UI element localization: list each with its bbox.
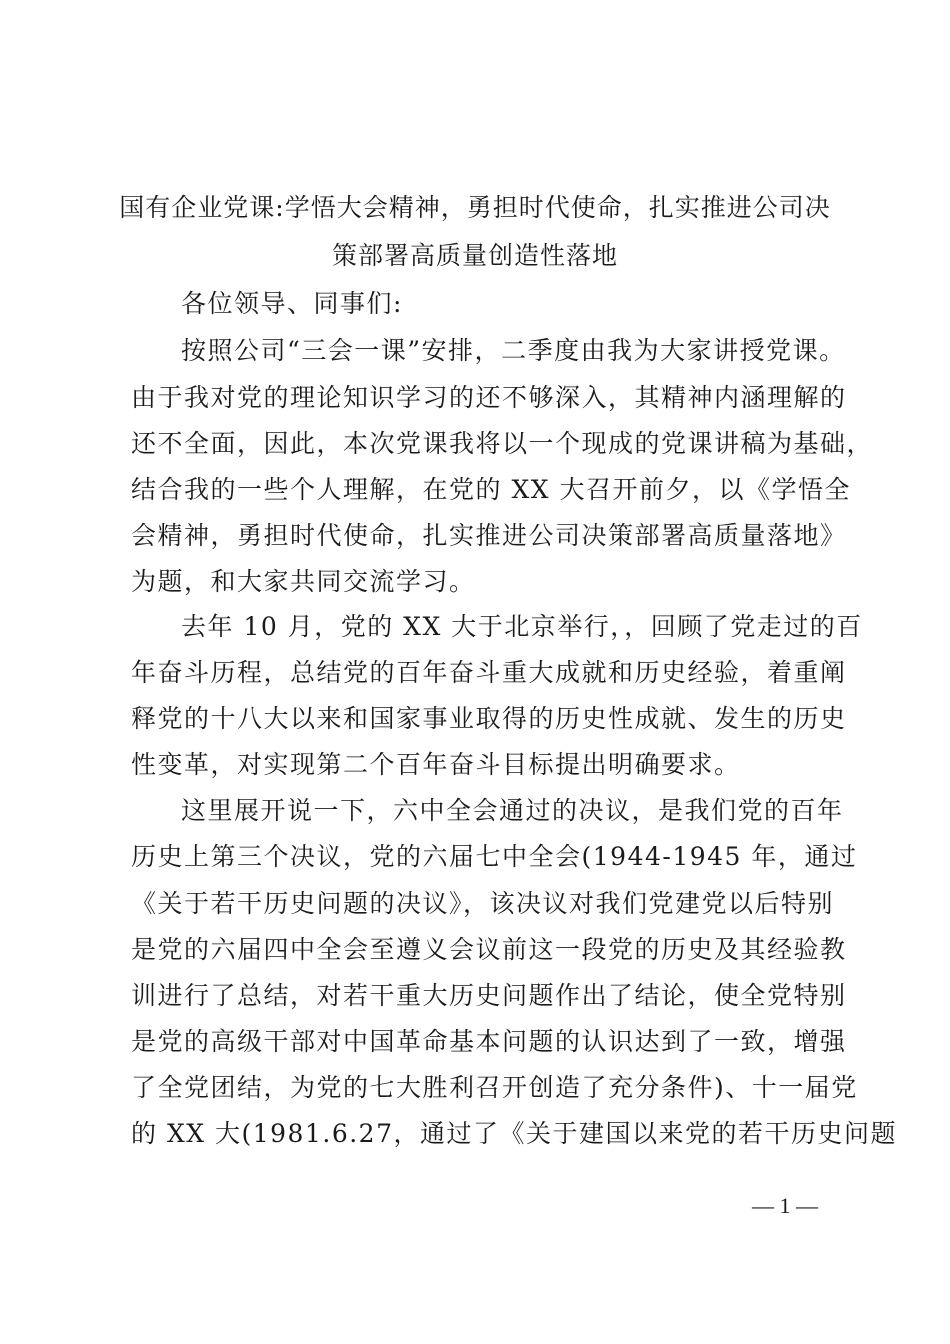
paragraph-3-line-3: 《关于若干历史问题的决议》，该决议对我们党建党以后特别	[131, 889, 835, 918]
paragraph-3-line-4: 是党的六届四中全会至遵义会议前这一段党的历史及其经验教	[131, 935, 847, 964]
paragraph-2-line-1: 去年 10 月，党的 XX 大于北京举行，，回顾了党走过的百	[181, 612, 863, 641]
paragraph-3-line-2: 历史上第三个决议，党的六届七中全会(1944-1945 年，通过	[131, 842, 858, 871]
paragraph-1-line-2: 由于我对党的理论知识学习的还不够深入，其精神内涵理解的	[131, 383, 847, 412]
paragraph-1-line-6: 为题，和大家共同交流学习。	[131, 567, 476, 596]
paragraph-3-line-1: 这里展开说一下，六中全会通过的决议，是我们党的百年	[181, 796, 844, 825]
paragraph-3-line-6: 是党的高级干部对中国革命基本问题的认识达到了一致，增强	[131, 1027, 847, 1056]
paragraph-3-line-8: 的 XX 大(1981.6.27，通过了《关于建国以来党的若干历史问题	[131, 1119, 897, 1148]
paragraph-1-line-3: 还不全面，因此，本次党课我将以一个现成的党课讲稿为基础，	[131, 429, 874, 458]
paragraph-3-line-7: 了全党团结，为党的七大胜利召开创造了充分条件)、十一届党	[131, 1073, 858, 1102]
paragraph-2-line-3: 释党的十八大以来和国家事业取得的历史性成就、发生的历史	[131, 704, 847, 733]
paragraph-3-line-5: 训进行了总结，对若干重大历史问题作出了结论，使全党特别	[131, 981, 847, 1010]
page-number: — 1 —	[752, 1193, 818, 1218]
paragraph-1-line-5: 会精神，勇担时代使命，扎实推进公司决策部署高质量落地》	[131, 521, 847, 550]
greeting: 各位领导、同事们:	[181, 289, 403, 318]
document-title-line-1: 国有企业党课:学悟大会精神，勇担时代使命，扎实推进公司决	[119, 193, 831, 222]
paragraph-1-line-4: 结合我的一些个人理解，在党的 XX 大召开前夕，以《学悟全	[131, 475, 851, 504]
paragraph-2-line-4: 性变革，对实现第二个百年奋斗目标提出明确要求。	[131, 750, 741, 779]
paragraph-1-line-1: 按照公司“三会一课”安排，二季度由我为大家讲授党课。	[181, 336, 846, 365]
paragraph-2-line-2: 年奋斗历程，总结党的百年奋斗重大成就和历史经验，着重阐	[131, 658, 847, 687]
document-title-line-2: 策部署高质量创造性落地	[331, 241, 618, 270]
